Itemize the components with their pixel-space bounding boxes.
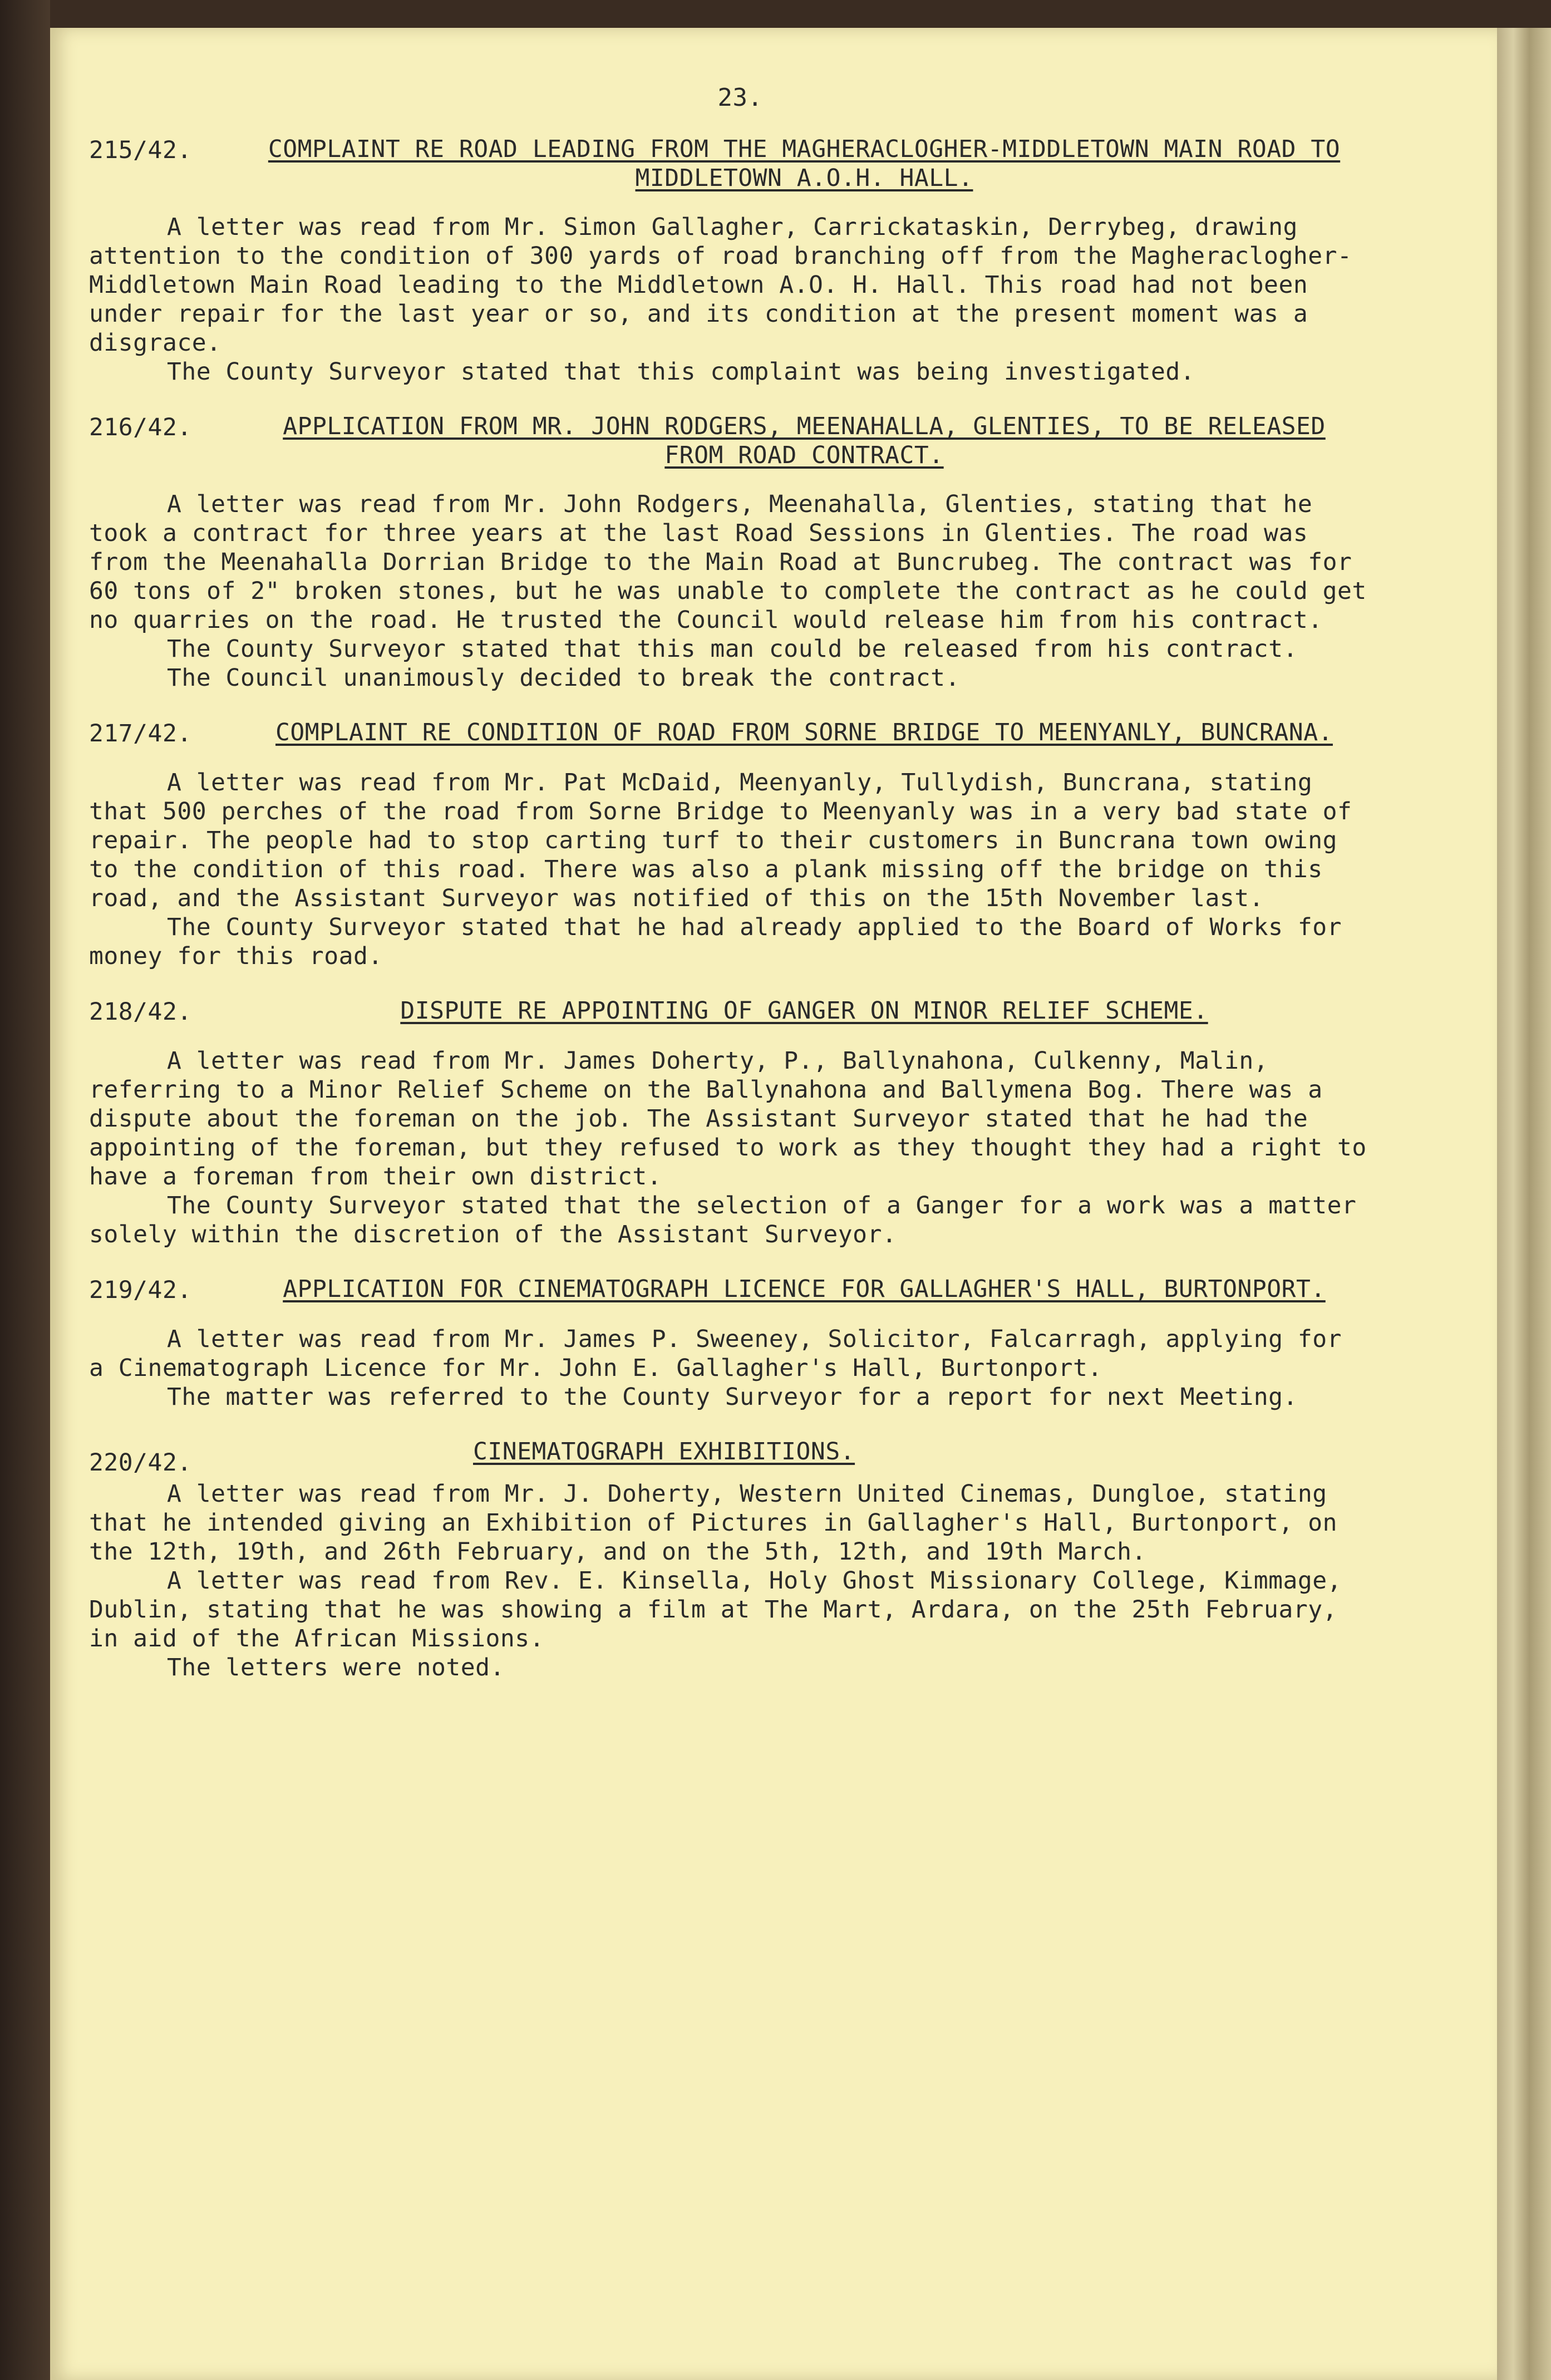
minute-header xyxy=(89,718,1369,748)
minute-paragraph: The Council unanimously decided to break the contract. xyxy=(167,664,960,692)
minute-paragraph: A letter was read from Mr. J. Doherty, Western United Cinemas, Dungloe, stating that he intended giving an Exhibition of Pictures in Gallagher's Hall, Burtonport, on the 12th, 19th, and 26th February, and on the 5th, 12th, and 19th March. xyxy=(89,1480,1337,1566)
minute-header xyxy=(89,1275,1369,1305)
minute-item-216 xyxy=(89,412,1369,692)
minute-number: 216/42. xyxy=(89,414,192,441)
minute-paragraph: A letter was read from Mr. James P. Sweeney, Solicitor, Falcarragh, applying for a Cinematograph Licence for Mr. John E. Gallagher's Hall, Burtonport. xyxy=(89,1325,1342,1382)
minute-number: 220/42. xyxy=(89,1449,192,1477)
minute-header xyxy=(89,996,1369,1026)
minute-heading: APPLICATION FROM MR. JOHN RODGERS, MEENAHALLA, GLENTIES, TO BE RELEASED FROM ROAD CONTRACT. xyxy=(283,412,1326,469)
minute-heading: DISPUTE RE APPOINTING OF GANGER ON MINOR RELIEF SCHEME. xyxy=(400,997,1208,1025)
minute-paragraph: The letters were noted. xyxy=(167,1654,505,1681)
minute-paragraph: A letter was read from Mr. Pat McDaid, Meenyanly, Tullydish, Buncrana, stating that 500 perches of the road from Sorne Bridge to Meenyanly was in a very bad state of repair. The people had to stop carting turf to their customers in Buncrana town owing to the condition of this road. There was also a plank missing off the bridge on this road, and the Assistant Surveyor was notified of this on the 15th November last. xyxy=(89,769,1352,912)
minute-item-219 xyxy=(89,1275,1369,1412)
minute-number: 219/42. xyxy=(89,1276,192,1304)
page-edges xyxy=(1497,28,1551,2380)
minute-item-215 xyxy=(89,135,1369,386)
minute-header xyxy=(89,1437,1369,1477)
page-number: 23. xyxy=(717,83,763,112)
minute-paragraph: A letter was read from Mr. John Rodgers, Meenahalla, Glenties, stating that he took a contract for three years at the last Road Sessions in Glenties. The road was from the Meenahalla Dorrian Bridge to the Main Road at Buncrubeg. The contract was for 60 tons of 2" broken stones, but he was unable to complete the contract as he could get no quarries on the road. He trusted the Council would release him from his contract. xyxy=(89,490,1367,634)
minute-paragraph: The County Surveyor stated that he had already applied to the Board of Works for money for this road. xyxy=(89,913,1342,970)
minute-paragraph: The County Surveyor stated that the selection of a Ganger for a work was a matter solely within the discretion of the Assistant Surveyor. xyxy=(89,1192,1357,1248)
minute-paragraph: The County Surveyor stated that this complaint was being investigated. xyxy=(167,358,1195,386)
minute-heading: CINEMATOGRAPH EXHIBITIONS. xyxy=(473,1438,855,1466)
minute-number: 217/42. xyxy=(89,720,192,748)
minute-item-217 xyxy=(89,718,1369,971)
minute-header xyxy=(89,135,1369,193)
minute-number: 215/42. xyxy=(89,136,192,164)
page-content xyxy=(89,83,1369,1708)
minute-paragraph: A letter was read from Mr. Simon Gallagher, Carrickataskin, Derrybeg, drawing attention to the condition of 300 yards of road branching off from the Magheraclogher-Middletown Main Road leading to the Middletown A.O. H. Hall. This road had not been under repair for the last year or so, and its condition at the present moment was a disgrace. xyxy=(89,213,1352,357)
minute-paragraph: The matter was referred to the County Surveyor for a report for next Meeting. xyxy=(167,1383,1298,1411)
minute-paragraph: The County Surveyor stated that this man could be released from his contract. xyxy=(167,635,1298,663)
minute-header xyxy=(89,412,1369,470)
minute-number: 218/42. xyxy=(89,998,192,1026)
minute-paragraph: A letter was read from Mr. James Doherty, P., Ballynahona, Culkenny, Malin, referring to a Minor Relief Scheme on the Ballynahona and Ballymena Bog. There was a dispute about the foreman on the job. The Assistant Surveyor stated that he had the appointing of the foreman, but they refused to work as they thought they had a right to have a foreman from their own district. xyxy=(89,1047,1367,1191)
minute-item-220 xyxy=(89,1437,1369,1682)
minute-heading: APPLICATION FOR CINEMATOGRAPH LICENCE FOR GALLAGHER'S HALL, BURTONPORT. xyxy=(283,1275,1326,1303)
minute-heading: COMPLAINT RE ROAD LEADING FROM THE MAGHERACLOGHER-MIDDLETOWN MAIN ROAD TO MIDDLETOWN A.O.H. HALL. xyxy=(268,135,1341,192)
minute-item-218 xyxy=(89,996,1369,1249)
minute-paragraph: A letter was read from Rev. E. Kinsella, Holy Ghost Missionary College, Kimmage, Dublin, stating that he was showing a film at The Mart, Ardara, on the 25th February, in aid of the African Missions. xyxy=(89,1567,1342,1653)
minute-heading: COMPLAINT RE CONDITION OF ROAD FROM SORNE BRIDGE TO MEENYANLY, BUNCRANA. xyxy=(275,719,1333,746)
book-spine xyxy=(0,0,50,2380)
